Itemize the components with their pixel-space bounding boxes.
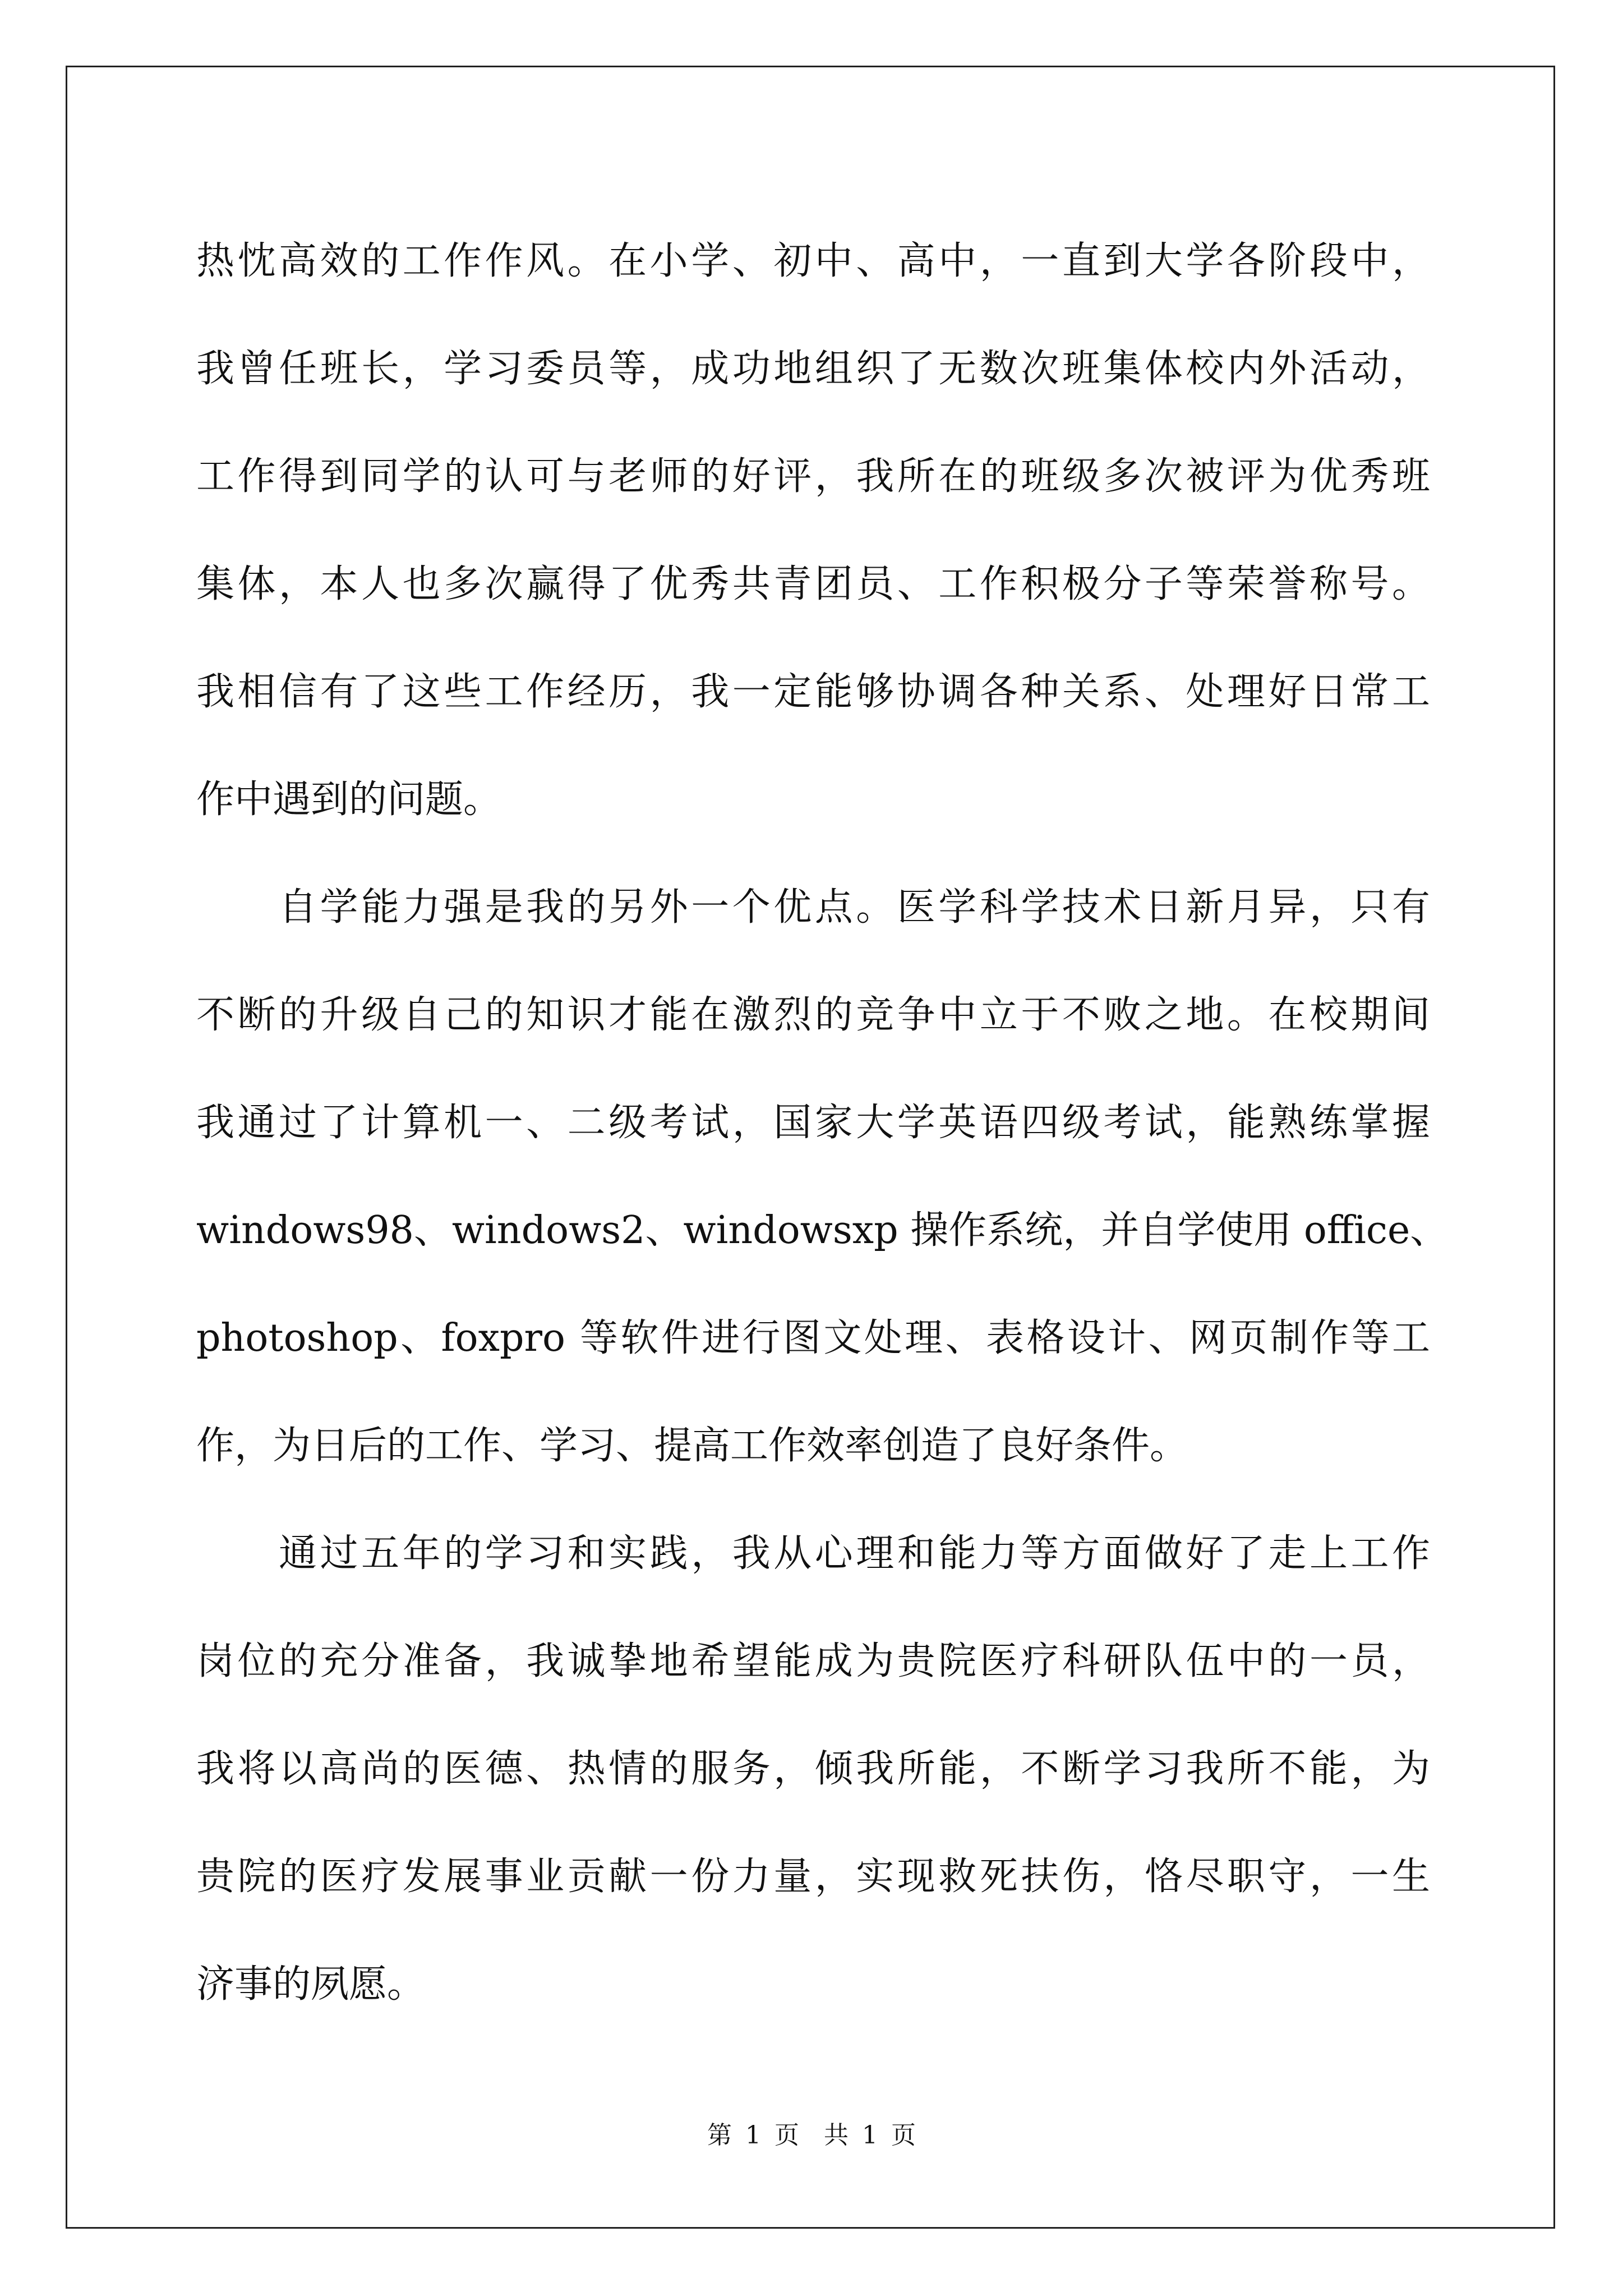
text-line: 岗位的充分准备，我诚挚地希望能成为贵院医疗科研队伍中的一员，: [196, 1639, 1430, 1683]
text-line: 我曾任班长，学习委员等，成功地组织了无数次班集体校内外活动，: [196, 347, 1430, 391]
page-number-footer: 第 1 页 共 1 页: [707, 2121, 916, 2150]
text-line: 作中遇到的问题。: [196, 777, 502, 822]
text-line: 通过五年的学习和实践，我从心理和能力等方面做好了走上工作: [196, 1531, 1430, 1576]
text-line: 贵院的医疗发展事业贡献一份力量，实现救死扶伤，恪尽职守，一生: [196, 1855, 1430, 1899]
text-line: 我将以高尚的医德、热情的服务，倾我所能，不断学习我所不能，为: [196, 1747, 1430, 1791]
text-line: 自学能力强是我的另外一个优点。医学科学技术日新月异，只有: [196, 885, 1430, 930]
text-line: 热忱高效的工作作风。在小学、初中、高中，一直到大学各阶段中，: [196, 239, 1430, 283]
text-line: 工作得到同学的认可与老师的好评，我所在的班级多次被评为优秀班: [196, 454, 1430, 499]
text-line: 我相信有了这些工作经历，我一定能够协调各种关系、处理好日常工: [196, 670, 1430, 714]
text-line: windows98、windows2、windowsxp 操作系统，并自学使用 office、: [196, 1208, 1449, 1253]
text-line: photoshop、foxpro 等软件进行图文处理、表格设计、网页制作等工: [196, 1316, 1430, 1360]
text-line: 不断的升级自己的知识才能在激烈的竞争中立于不败之地。在校期间: [196, 993, 1430, 1037]
text-line: 我通过了计算机一、二级考试，国家大学英语四级考试，能熟练掌握: [196, 1101, 1430, 1145]
document-body: [196, 208, 1449, 2039]
text-line: 集体，本人也多次赢得了优秀共青团员、工作积极分子等荣誉称号。: [196, 562, 1430, 606]
text-line: 济事的夙愿。: [196, 1962, 426, 2007]
text-line: 作，为日后的工作、学习、提高工作效率创造了良好条件。: [196, 1424, 1188, 1468]
